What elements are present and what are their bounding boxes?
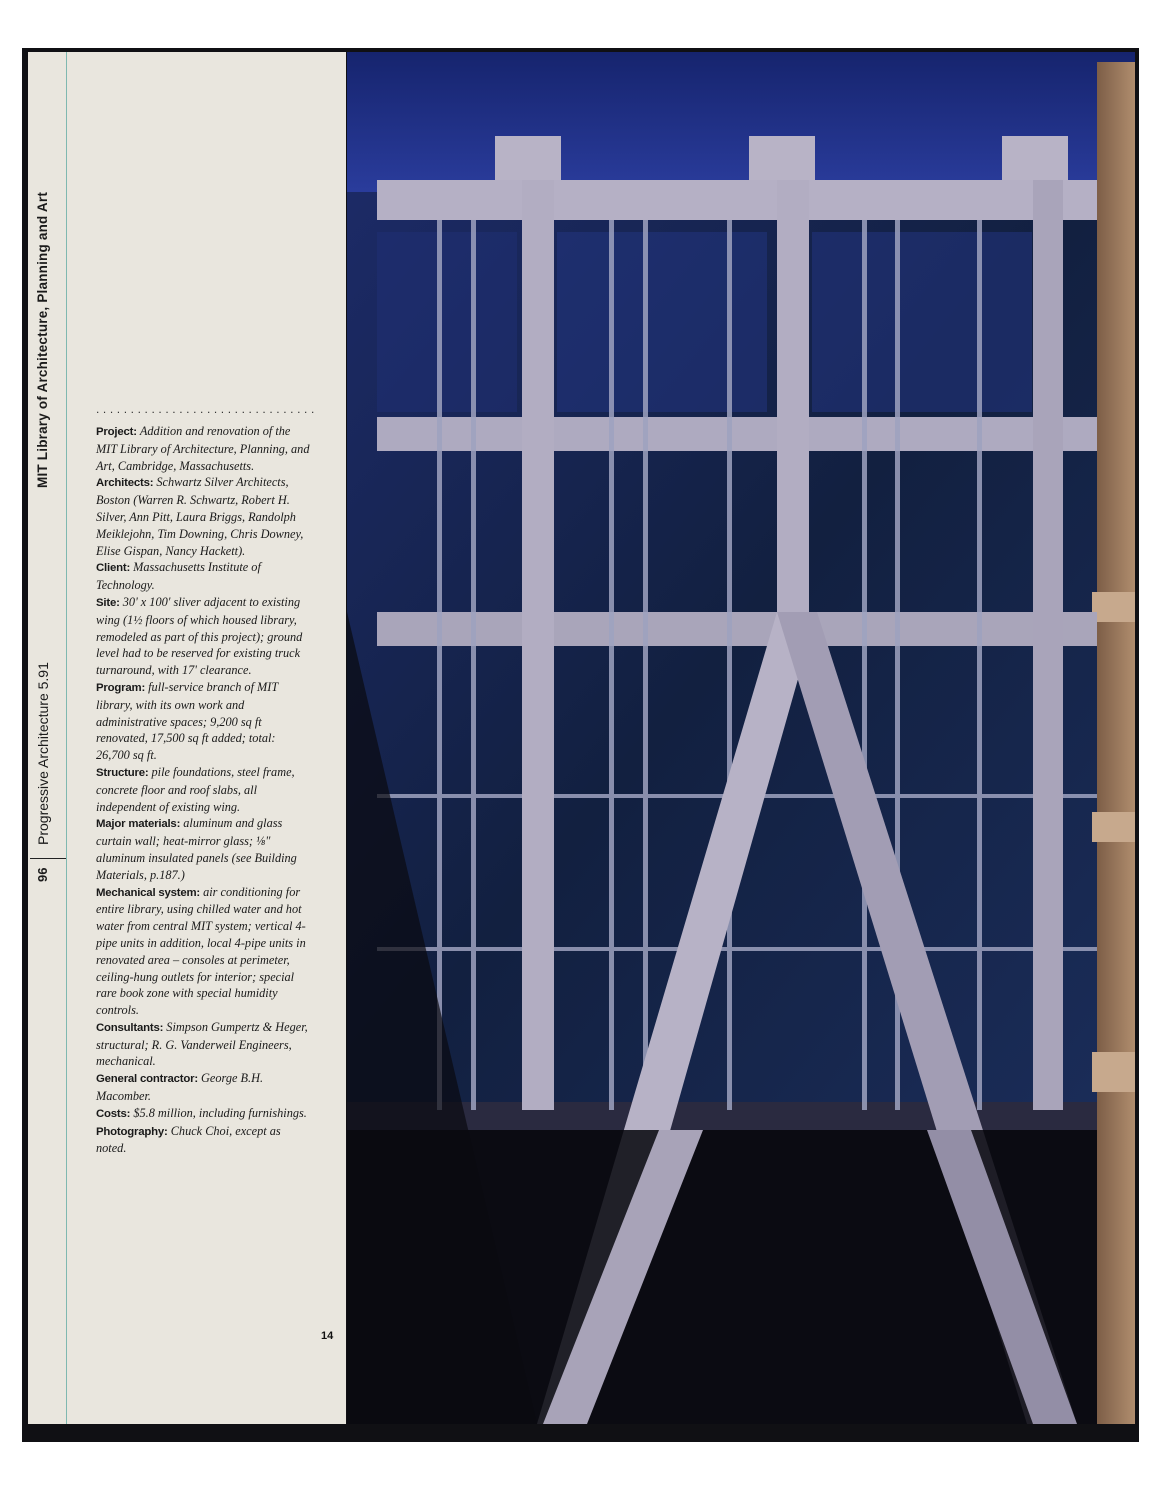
spec-label: Architects: — [96, 477, 154, 490]
spec-value: George B.H. Macomber. — [96, 1071, 264, 1104]
spec-value: full-service branch of MIT library, with its own work and administrative spaces; 9,200 sq ft renovated, 17,500 sq ft added; total: 26,700 sq ft. — [96, 679, 279, 763]
spec-value: Schwartz Silver Architects, Boston (Warren R. Schwartz, Robert H. Silver, Ann Pitt, Laura Briggs, Randolph Meiklejohn, Tim Downing, Chris Downey, Elise Gispan, Nancy Hackett). — [96, 475, 304, 558]
parapet-cap — [749, 136, 815, 180]
spec-photography — [96, 1123, 310, 1158]
spec-label: Structure: — [96, 766, 149, 779]
page-number: 96 — [35, 867, 50, 882]
column — [777, 180, 809, 680]
spec-label: General contractor: — [96, 1073, 198, 1086]
reflection — [557, 232, 767, 412]
spec-label: Site: — [96, 596, 120, 609]
spec-value: Massachusetts Institute of Technology. — [96, 560, 261, 593]
beam — [377, 180, 1097, 220]
building-ledge — [1092, 592, 1135, 622]
spec-label: Mechanical system: — [96, 886, 201, 899]
facade-photo-drawing — [347, 52, 1135, 1424]
beam — [377, 612, 1097, 646]
spec-value: Simpson Gumpertz & Heger, structural; R. G. Vanderweil Engineers, mechanical. — [96, 1019, 308, 1069]
spec-structure — [96, 764, 310, 815]
margin-rule — [66, 52, 67, 1424]
spec-value: 30' x 100' sliver adjacent to existing wing (1½ floors of which housed library, remodeled as part of this project); ground level had to be reserved for existing truck turnaround, with 17' clearance. — [96, 594, 303, 678]
spec-value: $5.8 million, including furnishings. — [133, 1105, 307, 1120]
spec-label: Costs: — [96, 1107, 131, 1120]
parapet-cap — [1002, 136, 1068, 180]
adjacent-building — [1097, 62, 1135, 1424]
spec-value: air conditioning for entire library, using chilled water and hot water from central MIT system; vertical 4-pipe units in addition, local 4-pipe units in renovated area – consoles at perimeter, ceiling-hung outlets for interior; special rare book zone with special humidity controls. — [96, 884, 306, 1018]
spec-value: aluminum and glass curtain wall; heat-mirror glass; ⅛" aluminum insulated panels (see Building Materials, p.187.) — [96, 816, 297, 882]
spec-materials — [96, 815, 310, 883]
spec-label: Client: — [96, 562, 131, 575]
spec-client — [96, 559, 310, 594]
spec-program — [96, 679, 310, 764]
spec-mechanical — [96, 884, 310, 1019]
spec-architects — [96, 474, 310, 559]
reflection — [377, 232, 517, 412]
reflection — [812, 232, 1032, 412]
spec-value: Addition and renovation of the MIT Library of Architecture, Planning, and Art, Cambridge, Massachusetts. — [96, 424, 310, 473]
spec-label: Project: — [96, 426, 137, 438]
spec-label: Consultants: — [96, 1021, 164, 1034]
facade-photo — [347, 52, 1135, 1424]
spec-label: Program: — [96, 681, 146, 694]
running-head: MIT Library of Architecture, Planning and Art — [35, 191, 50, 488]
spec-consultants — [96, 1019, 310, 1070]
column — [1033, 180, 1063, 1110]
project-specs — [96, 423, 310, 1157]
parapet-cap — [495, 136, 561, 180]
spec-label: Major materials: — [96, 818, 181, 831]
building-ledge — [1092, 1052, 1135, 1092]
spec-site — [96, 594, 310, 679]
spec-label: Photography: — [96, 1125, 168, 1138]
folio-rule — [30, 858, 66, 859]
spec-project — [96, 423, 310, 474]
column — [522, 180, 554, 1110]
building-ledge — [1092, 812, 1135, 842]
spec-value: pile foundations, steel frame, concrete floor and roof slabs, all independent of existing wing. — [96, 764, 295, 814]
spec-value: Chuck Choi, except as noted. — [96, 1123, 281, 1156]
dotted-rule: ................................ — [96, 402, 318, 416]
spec-costs — [96, 1105, 310, 1123]
journal-title: Progressive Architecture 5.91 — [35, 662, 51, 845]
figure-number: 14 — [321, 1330, 334, 1342]
spec-contractor — [96, 1070, 310, 1105]
beam — [377, 417, 1097, 451]
